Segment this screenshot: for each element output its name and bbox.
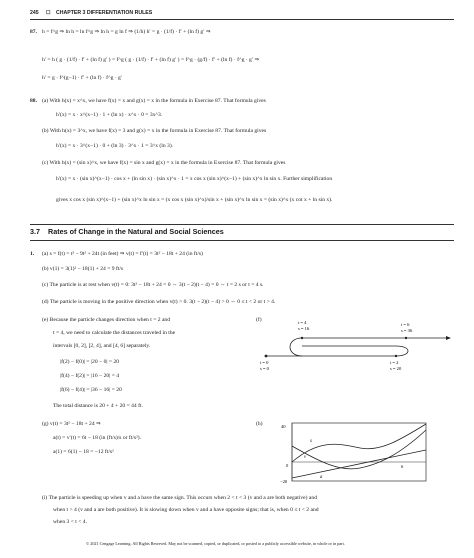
distance-interval-3: |f(6) − f(4)| = |36 − 16| = 20 — [60, 387, 122, 393]
curve-label-a: a — [320, 475, 323, 480]
exercise-1e-line-2: t = 4, we need to calculate the distances traveled in the — [53, 330, 176, 336]
exercise-88c-line-1: (c) With h(x) = (sin x)^x, we have f(x) = sin x and g(x) = x in the formula in Exercise 87. That formula gives — [42, 160, 286, 166]
label-s36: s = 36 — [401, 328, 413, 333]
section-number: 3.7 — [30, 227, 40, 236]
x-tick-6: 6 — [401, 464, 404, 469]
position-velocity-acceleration-graph — [280, 420, 440, 486]
exercise-1c: (c) The particle is at rest when v(t) = 0: 3t² − 18t + 24 = 0 ⇔ 3(t − 2)(t − 4) = 0 ⇔ t = 2 s or t = 4 s. — [42, 282, 264, 288]
point-t6 — [405, 337, 407, 339]
exercise-1-number: 1. — [30, 251, 35, 257]
exercise-1g-line-3: a(1) = 6(1) − 18 = −12 ft/s² — [53, 449, 114, 455]
distance-interval-1: |f(2) − f(0)| = |20 − 0| = 20 — [60, 359, 120, 365]
exercise-1i-line-3: when 3 < t < 4. — [53, 519, 87, 525]
label-s20: s = 20 — [390, 366, 402, 371]
exercise-1e-line-3: intervals [0, 2], [2, 4], and [4, 6] separately. — [53, 343, 151, 349]
section-title: Rates of Change in the Natural and Social Sciences — [48, 227, 224, 236]
exercise-88b-line-1: (b) With h(x) = 3^x, we have f(x) = 3 and g(x) = x in the formula in Exercise 87. That formula gives — [42, 128, 267, 134]
point-t2 — [395, 355, 397, 357]
point-t4 — [301, 337, 303, 339]
exercise-1g-line-1: (g) v(t) = 3t² − 18t + 24 ⇒ — [42, 421, 101, 427]
label-t6: t = 6 — [401, 322, 410, 327]
total-distance: The total distance is 20 + 4 + 20 = 44 ft. — [53, 403, 143, 409]
particle-path-diagram — [256, 318, 456, 374]
exercise-87-number: 87. — [30, 29, 37, 35]
exercise-1i-line-2: when t > 4 (v and a are both positive). It is slowing down when v and a have opposite signs; that is, when 0 ≤ t < 2 and — [53, 507, 319, 513]
section-rule-bottom — [30, 240, 454, 241]
exercise-1e-line-1: (e) Because the particle changes direction when t = 2 and — [42, 317, 171, 323]
header-marker: ☐ — [46, 10, 51, 16]
exercise-1b: (b) v(1) = 3(1)² − 18(1) + 24 = 9 ft/s — [42, 266, 124, 272]
exercise-87-line-1: h = f^g ⇒ ln h = ln f^g ⇒ ln h = g ln f ⇒ (1/h) h′ = g · (1/f) · f′ + (ln f) g′ ⇒ — [42, 29, 211, 35]
path-turnaround-t2 — [396, 346, 408, 356]
page-number: 245 — [30, 10, 39, 16]
y-tick-neg20: −20 — [280, 479, 288, 484]
exercise-1g-line-2: a(t) = v′(t) = 6t − 18 (in (ft/s)/s or ft/s²). — [53, 435, 142, 441]
exercise-87-line-3: h′ = g · f^(g−1) · f′ + (ln f) · f^g · g′ — [42, 75, 123, 81]
exercise-1d: (d) The particle is moving in the positive direction when v(t) > 0. 3(t − 2)(t − 4) > 0 ⇔ 0 ≤ t < 2 or t > 4. — [42, 299, 276, 305]
distance-interval-2: |f(4) − f(2)| = |16 − 20| = 4 — [60, 373, 120, 379]
start-point — [265, 355, 268, 358]
exercise-88c-line-2: h′(x) = x · (sin x)^(x−1) · cos x + (ln sin x) · (sin x)^x · 1 = x cos x (sin x)^(x−1) + (sin x)^x ln sin x. Further simplification — [56, 176, 333, 182]
curve-label-v: v — [304, 455, 307, 460]
chapter-header: CHAPTER 3 DIFFERENTIATION RULES — [56, 10, 153, 16]
curve-label-s: s — [310, 439, 312, 444]
label-t0: t = 0 — [260, 360, 269, 365]
copyright-footer: © 2021 Cengage Learning. All Rights Reserved. May not be scanned, copied, or duplicated, or posted to a publicly accessible website, in whole or in part. — [86, 541, 345, 546]
graph-frame — [292, 423, 426, 481]
exercise-88a-line-2: h′(x) = x · x^(x−1) · 1 + (ln x) · x^x · 0 = 3x^3. — [56, 112, 163, 118]
exercise-88b-line-2: h′(x) = x · 3^(x−1) · 0 + (ln 3) · 3^x · 1 = 3^x (ln 3). — [56, 143, 174, 149]
exercise-88c-line-3: gives x cos x (sin x)^(x−1) + (sin x)^x ln sin x = (x cos x (sin x)^x)/sin x + (sin x)^x ln sin x = (sin x)^x (x cot x + ln sin x). — [56, 197, 333, 203]
path-turnaround-t4 — [290, 338, 302, 356]
exercise-88-number: 88. — [30, 98, 37, 104]
label-t4: t = 4 — [298, 320, 307, 325]
label-t2: t = 2 — [390, 360, 399, 365]
part-f-label: (f) — [256, 317, 262, 323]
exercise-88a-line-1: (a) With h(x) = x^x, we have f(x) = x and g(x) = x in the formula in Exercise 87. That formula gives — [42, 98, 266, 104]
part-h-label: (h) — [256, 421, 263, 427]
acceleration-line — [292, 450, 426, 478]
x-tick-0: 0 — [286, 463, 289, 468]
label-s16: s = 16 — [298, 326, 310, 331]
exercise-1i-line-1: (i) The particle is speeding up when v and a have the same sign. This occurs when 2 < t < 3 (v and a are both negative) and — [42, 495, 317, 501]
section-rule-top — [30, 224, 454, 225]
header-rule — [30, 19, 454, 20]
y-tick-40: 40 — [281, 424, 286, 429]
position-curve — [292, 424, 426, 462]
path-arrowhead-right — [446, 336, 451, 340]
exercise-87-line-2: h′ = h ( g · (1/f) · f′ + (ln f) g′ ) = f^g ( g · (1/f) · f′ + (ln f) g′ ) = f^g · (g/f) · f′ + (ln f) · f^g · g′ ⇒ — [42, 57, 260, 63]
exercise-1a: (a) s = f(t) = t³ − 9t² + 24t (in feet) ⇒ v(t) = f′(t) = 3t² − 18t + 24 (in ft/s) — [42, 251, 203, 257]
label-s0: s = 0 — [260, 366, 269, 371]
